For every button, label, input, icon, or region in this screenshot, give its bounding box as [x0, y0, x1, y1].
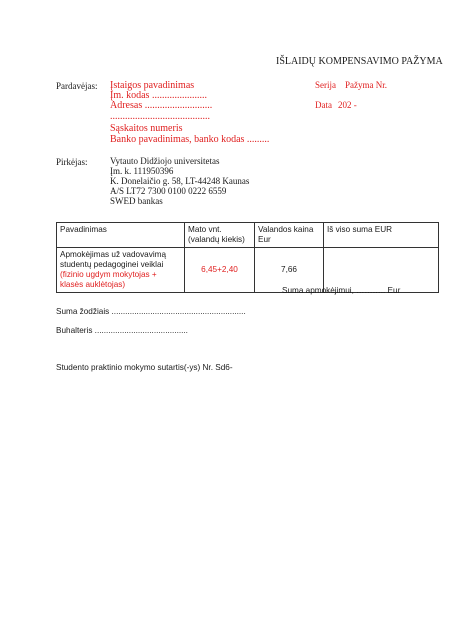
buyer-company-code: Įm. k. 111950396 [110, 166, 174, 176]
sum-for-payment: Suma apmokėjimui, ……….. Eur [282, 286, 401, 295]
date-label: Data [315, 100, 332, 110]
sum-in-words: Suma žodžiais ........................................................... [56, 307, 246, 316]
seller-company-code: Įm. kodas ...................... [110, 90, 207, 101]
description-note: (fizinio ugdym mokytojas + klasės auklėtojas) [60, 270, 157, 289]
buyer-account: A/S LT72 7300 0100 0222 6559 [110, 186, 227, 196]
accountant-line: Buhalteris ......................................... [56, 326, 188, 335]
buyer-label: Pirkėjas: [56, 157, 88, 167]
certificate-number: Pažyma Nr. [345, 80, 387, 90]
seller-label: Pardavėjas: [56, 81, 98, 91]
date-value: 202 - [338, 100, 357, 110]
seller-address-line2: ........................................ [110, 111, 210, 122]
table-header-row [57, 223, 439, 248]
cell-description: Apmokėjimas už vadovavimą studentų pedagoginei veiklai (fizinio ugdym mokytojas + klasės auklėtojas) [57, 248, 185, 293]
buyer-bank: SWED bankas [110, 196, 163, 206]
cell-hours: 6,45+2,40 [185, 248, 255, 293]
seller-address: Adresas ........................... [110, 100, 213, 111]
header-name: Pavadinimas [57, 223, 185, 248]
items-table [56, 222, 439, 293]
seller-account-number: Sąskaitos numeris [110, 123, 183, 134]
header-total: Iš viso suma EUR [324, 223, 439, 248]
buyer-name: Vytauto Didžiojo universitetas [110, 156, 220, 166]
seller-bank: Banko pavadinimas, banko kodas ......... [110, 134, 270, 145]
buyer-address: K. Donelaičio g. 58, LT-44248 Kaunas [110, 176, 250, 186]
seller-institution-name: Įstaigos pavadinimas [110, 80, 195, 91]
header-unit: Mato vnt. (valandų kiekis) [185, 223, 255, 248]
document-title: IŠLAIDŲ KOMPENSAVIMO PAŽYMA [276, 56, 443, 67]
contract-line: Studento praktinio mokymo sutartis(-ys) Nr. Sd6- [56, 363, 233, 372]
series-label: Serija [315, 80, 336, 90]
header-price: Valandos kaina Eur [255, 223, 324, 248]
cell-price: 7,66 [255, 248, 324, 293]
